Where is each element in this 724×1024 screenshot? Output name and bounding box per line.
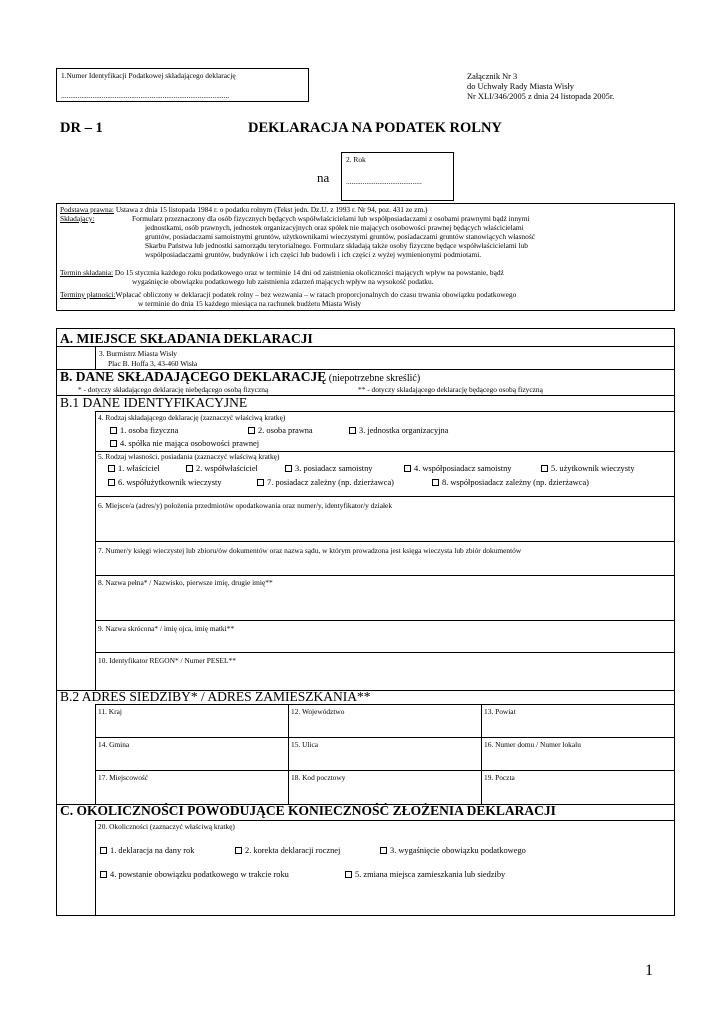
f4-opt-2[interactable]: 2. osoba prawna <box>248 426 313 436</box>
checkbox[interactable] <box>100 847 107 854</box>
f5-opt-3[interactable]: 3. posiadacz samoistny <box>285 464 372 474</box>
checkbox[interactable] <box>432 479 439 486</box>
f4-opt-1[interactable]: 1. osoba fizyczna <box>110 426 178 436</box>
nip-label: 1.Numer Identyfikacji Podatkowej składającego deklarację <box>61 71 236 80</box>
f5-opt-4[interactable]: 4. współposiadacz samoistny <box>404 464 511 474</box>
year-field[interactable] <box>341 152 454 201</box>
field-15-street[interactable]: 15. Ulica <box>291 740 319 749</box>
checkbox[interactable] <box>285 465 292 472</box>
section-a-title: A. MIEJSCE SKŁADANIA DEKLARACJI <box>60 331 313 346</box>
attachment-line: do Uchwały Rady Miasta Wisły <box>467 82 574 91</box>
c-opt-5[interactable]: 5. zmiana miejsca zamieszkania lub siedziby <box>345 870 505 880</box>
checkbox[interactable] <box>345 871 352 878</box>
field-5-label: 5. Rodzaj własności, posiadania (zaznaczyć właściwą kratkę) <box>98 452 280 461</box>
field-12-voivodeship[interactable]: 12. Województwo <box>291 707 345 716</box>
b1-title: B.1 DANE IDENTYFIKACYJNE <box>60 395 248 410</box>
skladajacy-text: Formularz przeznaczony dla osób fizycznych będących współwłaścicielami lub współposiadaczami z osobami prawnymi bądź innymi jednostkami, osób prawnych, jednostek organizacyjnych oraz spółek nie mających osobowości prawnej będących właścicielami gruntów, posiadaczami samoistnymi gruntów, użytkownikami wieczystymi gruntów, posiadaczami gruntów stanowiących własność Skarbu Państwa lub jednostki samorządu terytorialnego. Formularz składają także osoby fizyczne będące współwłaścicielami lub współposiadaczami gruntów, budynków i ich części lub budowli i ich części z wyżej wymienionymi podmiotami. <box>132 214 535 259</box>
year-label: 2. Rok <box>346 155 366 164</box>
note-legal-person: * - dotyczy składającego deklarację niebędącego osobą fizyczną <box>78 385 269 394</box>
platnosc-row: Terminy płatności:Wpłacać obliczony w deklaracji podatek rolny – bez wezwania – w ratach proporcjonalnych do czasu trwania obowiązku podatkowego <box>60 290 517 299</box>
field-20-label: 20. Okoliczności (zaznaczyć właściwą kratkę) <box>98 822 235 831</box>
field-10-regon-pesel[interactable]: 10. Identyfikator REGON* / Numer PESEL** <box>98 656 236 665</box>
platnosc-line2: w terminie do dnia 15 każdego miesiąca na rachunek budżetu Miasta Wisły <box>138 299 362 308</box>
podstawa-label: Podstawa prawna: <box>60 205 114 214</box>
f5-opt-2[interactable]: 2. współwłaściciel <box>186 464 258 474</box>
page-number: 1 <box>645 962 653 979</box>
f5-opt-5[interactable]: 5. użytkownik wieczysty <box>541 464 635 474</box>
checkbox[interactable] <box>110 440 117 447</box>
f5-opt-6[interactable]: 6. współużytkownik wieczysty <box>108 478 222 488</box>
c-opt-1[interactable]: 1. deklaracja na dany rok <box>100 846 194 856</box>
na-label: na <box>317 170 330 185</box>
skladajacy-label: Składający: <box>60 214 95 223</box>
section-c-title: C. OKOLICZNOŚCI POWODUJĄCE KONIECZNOŚĆ ZŁOŻENIA DEKLARACJI <box>60 803 556 818</box>
checkbox[interactable] <box>257 479 264 486</box>
checkbox[interactable] <box>349 427 356 434</box>
c-opt-4[interactable]: 4. powstanie obowiązku podatkowego w trakcie roku <box>100 870 289 880</box>
field-4-label: 4. Rodzaj składającego deklarację (zaznaczyć właściwą kratkę) <box>98 413 286 422</box>
checkbox[interactable] <box>100 871 107 878</box>
checkbox[interactable] <box>110 427 117 434</box>
nip-field[interactable] <box>56 68 309 102</box>
field-6-location[interactable]: 6. Miejsce/a (adres/y) położenia przedmiotów opodatkowania oraz numer/y, identyfikator/y działek <box>98 501 393 510</box>
office-name: 3. Burmistrz Miasta Wisły <box>99 349 177 358</box>
b2-title: B.2 ADRES SIEDZIBY* / ADRES ZAMIESZKANIA** <box>60 689 371 704</box>
checkbox[interactable] <box>235 847 242 854</box>
field-16-house-number[interactable]: 16. Numer domu / Numer lokalu <box>484 740 581 749</box>
field-8-full-name[interactable]: 8. Nazwa pełna* / Nazwisko, pierwsze imię, drugie imię** <box>98 578 273 587</box>
f5-opt-7[interactable]: 7. posiadacz zależny (np. dzierżawca) <box>257 478 394 488</box>
checkbox[interactable] <box>186 465 193 472</box>
field-7-land-register[interactable]: 7. Numer/y księgi wieczystej lub zbioru/ów dokumentów oraz nazwa sądu, w którym prowadzona jest księga wieczysta lub zbiór dokumentów <box>98 546 522 555</box>
legal-basis-block <box>56 203 675 311</box>
f5-opt-1[interactable]: 1. właściciel <box>108 464 160 474</box>
c-opt-3[interactable]: 3. wygaśnięcie obowiązku podatkowego <box>380 846 526 856</box>
platnosc-label: Terminy płatności: <box>60 290 116 299</box>
podstawa-row <box>60 205 428 214</box>
termin-row: Termin składania: Do 15 stycznia każdego roku podatkowego oraz w terminie 14 dni od zaistnienia okoliczności mających wpływ na powstanie, bądź <box>60 268 504 277</box>
f5-opt-8[interactable]: 8. współposiadacz zależny (np. dzierżawca) <box>432 478 589 488</box>
note-natural-person: ** - dotyczy składającego deklarację będącego osobą fizyczną <box>358 385 543 394</box>
checkbox[interactable] <box>541 465 548 472</box>
podstawa-text: Ustawa z dnia 15 listopada 1984 r. o podatku rolnym (Tekst jedn. Dz.U. z 1993 r. Nr 94, poz. 431 ze zm.) <box>113 205 428 214</box>
f4-opt-4[interactable]: 4. spółka nie mająca osobowości prawnej <box>110 439 259 449</box>
office-address: Plac B. Hoffa 3, 43-460 Wisła <box>108 359 198 368</box>
field-9-short-name[interactable]: 9. Nazwa skrócona* / imię ojca, imię matki** <box>98 624 235 633</box>
field-11-country[interactable]: 11. Kraj <box>98 707 122 716</box>
attachment-line: Załącznik Nr 3 <box>467 72 518 81</box>
nip-dots: ........................................................................................... <box>61 91 230 100</box>
checkbox[interactable] <box>404 465 411 472</box>
field-19-post-office[interactable]: 19. Poczta <box>484 773 515 782</box>
termin-line2: wygaśnięcie obowiązku podatkowego lub zaistnienia zdarzeń mających wpływ na wysokość podatku. <box>132 277 434 286</box>
section-b-title: B. DANE SKŁADAJĄCEGO DEKLARACJĘ (niepotrzebne skreślić) <box>60 369 421 384</box>
field-14-commune[interactable]: 14. Gmina <box>98 740 130 749</box>
year-dots: ......................................... <box>346 177 422 186</box>
field-18-postal-code[interactable]: 18. Kod pocztowy <box>291 773 346 782</box>
checkbox[interactable] <box>108 479 115 486</box>
checkbox[interactable] <box>108 465 115 472</box>
c-opt-2[interactable]: 2. korekta deklaracji rocznej <box>235 846 340 856</box>
f4-opt-3[interactable]: 3. jednostka organizacyjna <box>349 426 448 436</box>
field-17-city[interactable]: 17. Miejscowość <box>98 773 149 782</box>
attachment-line: Nr XLI/346/2005 z dnia 24 listopada 2005r. <box>467 92 615 101</box>
field-3-office <box>95 346 675 370</box>
attachment-note <box>467 72 614 102</box>
termin-label: Termin składania: <box>60 268 114 277</box>
form-code: DR – 1 <box>60 120 103 136</box>
form-title: DEKLARACJA NA PODATEK ROLNY <box>248 120 502 136</box>
field-13-county[interactable]: 13. Powiat <box>484 707 516 716</box>
checkbox[interactable] <box>380 847 387 854</box>
checkbox[interactable] <box>248 427 255 434</box>
